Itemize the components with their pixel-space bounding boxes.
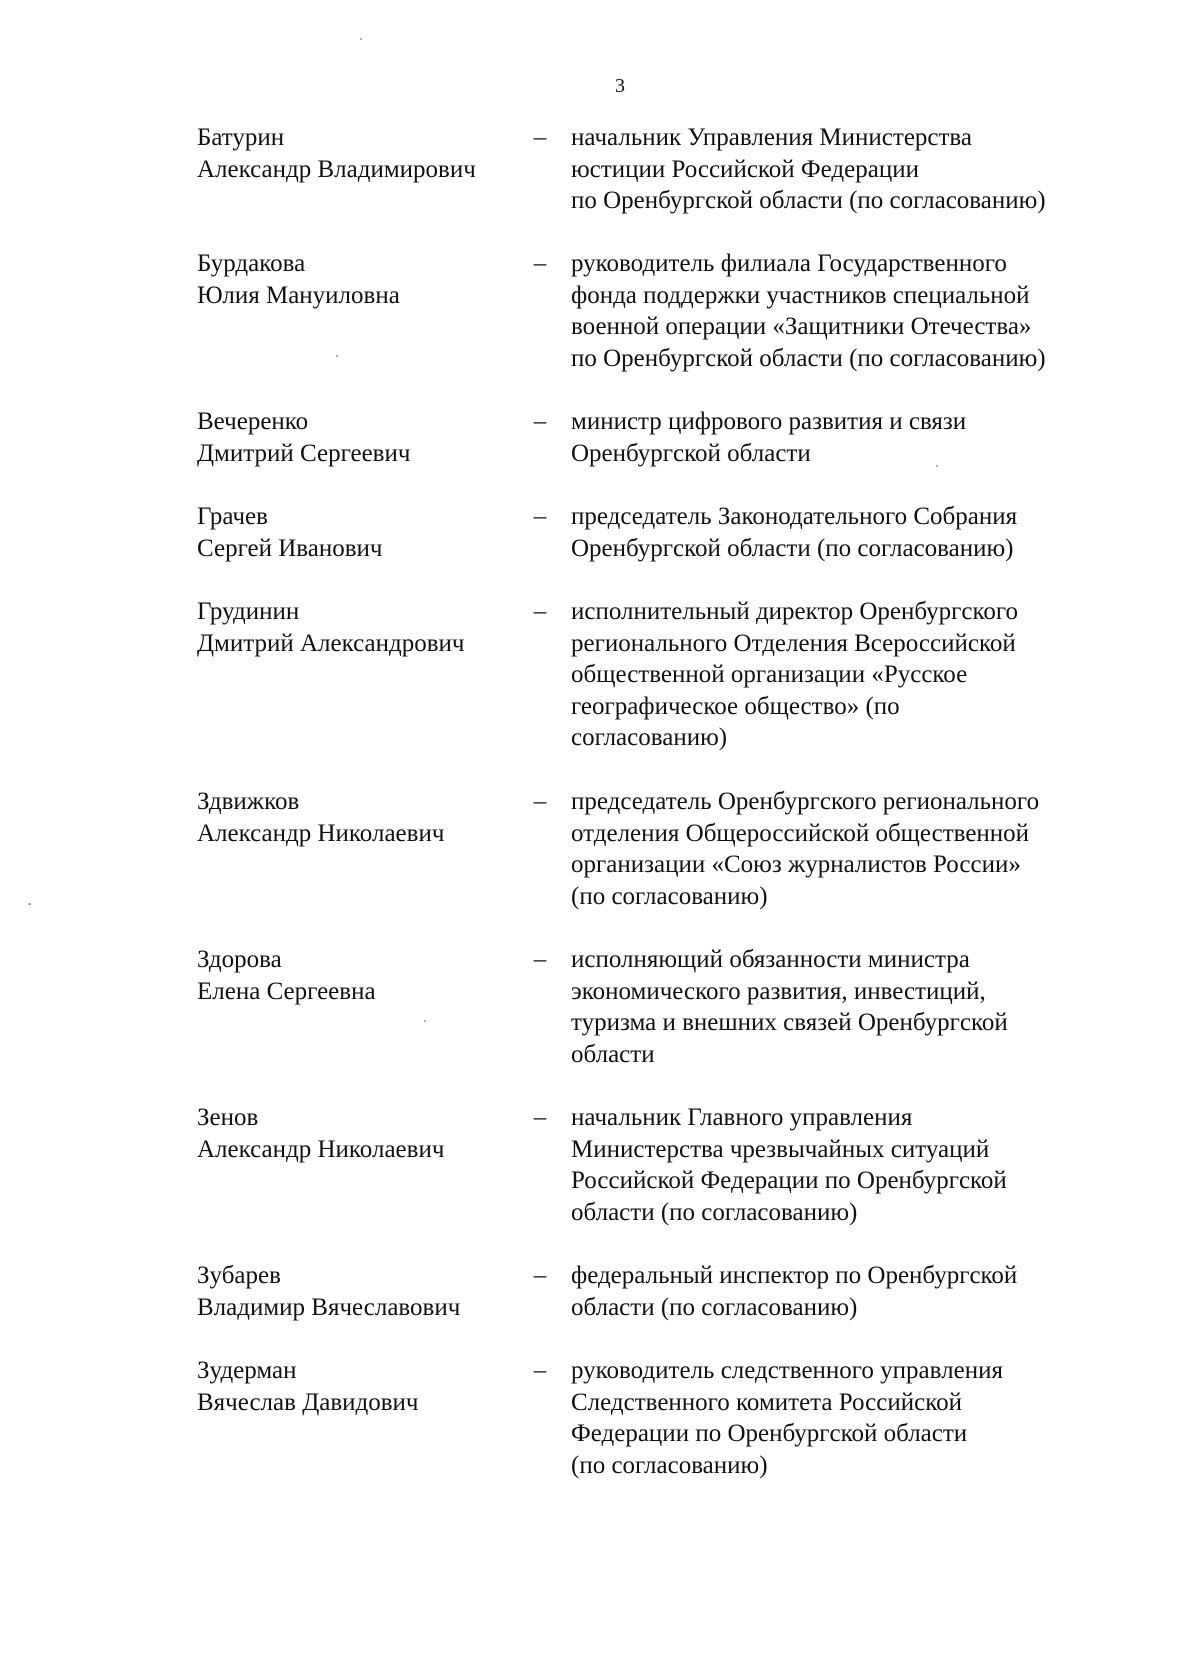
member-name: [197, 1260, 527, 1323]
position-line: Федерации по Оренбургской области: [571, 1420, 968, 1447]
member-name: [197, 122, 527, 185]
member-name: [197, 1102, 527, 1165]
position-line: согласованию): [571, 724, 728, 751]
position-line: руководитель филиала Государственного: [571, 250, 1007, 277]
position-line: юстиции Российской Федерации: [571, 155, 919, 183]
member-given-names: Дмитрий Сергеевич: [197, 439, 411, 467]
position-line: военной операции «Защитники Отечества»: [571, 313, 1032, 340]
position-line: организации «Союз журналистов России»: [571, 851, 1021, 878]
member-surname: Грудинин: [197, 598, 300, 625]
member-position: [571, 944, 1131, 1070]
member-name: [197, 944, 527, 1007]
member-given-names: Дмитрий Александрович: [197, 629, 465, 657]
position-line: исполняющий обязанности министра: [571, 946, 970, 973]
position-line: начальник Управления Министерства: [571, 124, 973, 151]
position-line: министр цифрового развития и связи: [571, 408, 967, 435]
position-line: области (по согласованию): [571, 1198, 858, 1226]
member-given-names: Сергей Иванович: [197, 534, 383, 562]
position-line: (по согласованию): [571, 1451, 768, 1479]
position-line: Министерства чрезвычайных ситуаций: [571, 1135, 990, 1163]
position-line: географическое общество» (по: [571, 692, 900, 720]
member-given-names: Владимир Вячеславович: [197, 1293, 461, 1321]
position-line: Оренбургской области: [571, 439, 811, 467]
position-line: по Оренбургской области (по согласованию): [571, 344, 1046, 372]
scan-speck: [336, 355, 338, 357]
member-surname: Батурин: [197, 124, 285, 151]
dash-separator: –: [533, 1357, 547, 1384]
member-surname: Вечеренко: [197, 408, 309, 435]
member-surname: Здвижков: [197, 788, 300, 815]
dash-separator: –: [533, 598, 547, 625]
scan-speck: [424, 1020, 426, 1022]
member-given-names: Вячеслав Давидович: [197, 1388, 419, 1416]
member-surname: Бурдакова: [197, 250, 306, 277]
position-line: фонда поддержки участников специальной: [571, 281, 1030, 309]
member-name: [197, 786, 527, 849]
dash-separator: –: [533, 408, 547, 435]
position-line: отделения Общероссийской общественной: [571, 819, 1030, 847]
member-position: [571, 1260, 1131, 1323]
member-position: [571, 1102, 1131, 1228]
position-line: начальник Главного управления: [571, 1104, 913, 1131]
member-position: [571, 786, 1131, 912]
position-line: Оренбургской области (по согласованию): [571, 534, 1014, 562]
member-surname: Зудерман: [197, 1357, 297, 1384]
member-position: [571, 501, 1131, 564]
member-surname: Зенов: [197, 1104, 259, 1131]
member-name: [197, 1355, 527, 1418]
position-line: руководитель следственного управления: [571, 1357, 1003, 1384]
member-position: [571, 248, 1131, 374]
member-name: [197, 596, 527, 659]
position-line: исполнительный директор Оренбургского: [571, 598, 1018, 625]
position-line: регионального Отделения Всероссийской: [571, 629, 1016, 657]
page-number: 3: [615, 75, 625, 97]
member-position: [571, 1355, 1131, 1481]
member-given-names: Александр Николаевич: [197, 1135, 445, 1163]
member-name: [197, 501, 527, 564]
member-position: [571, 406, 1131, 469]
position-line: Российской Федерации по Оренбургской: [571, 1167, 1007, 1194]
member-surname: Здорова: [197, 946, 282, 973]
position-line: по Оренбургской области (по согласованию): [571, 187, 1046, 214]
position-line: председатель Оренбургского регионального: [571, 788, 1040, 815]
member-given-names: Юлия Мануиловна: [197, 281, 400, 309]
member-surname: Зубарев: [197, 1262, 281, 1289]
scan-speck: [360, 38, 362, 40]
member-given-names: Елена Сергеевна: [197, 977, 376, 1005]
dash-separator: –: [533, 1104, 547, 1131]
position-line: (по согласованию): [571, 882, 768, 910]
position-line: председатель Законодательного Собрания: [571, 503, 1018, 530]
dash-separator: –: [533, 1262, 547, 1289]
dash-separator: –: [533, 946, 547, 973]
position-line: экономического развития, инвестиций,: [571, 977, 986, 1005]
member-position: [571, 596, 1131, 754]
position-line: области: [571, 1040, 655, 1068]
dash-separator: –: [533, 788, 547, 815]
position-line: Следственного комитета Российской: [571, 1388, 962, 1416]
scan-speck: [28, 903, 31, 905]
position-line: общественной организации «Русское: [571, 661, 968, 688]
position-line: федеральный инспектор по Оренбургской: [571, 1262, 1018, 1289]
dash-separator: –: [533, 250, 547, 277]
position-line: туризма и внешних связей Оренбургской: [571, 1009, 1008, 1036]
member-surname: Грачев: [197, 503, 268, 530]
member-position: [571, 122, 1131, 217]
dash-separator: –: [533, 124, 547, 151]
position-line: области (по согласованию): [571, 1293, 858, 1321]
member-given-names: Александр Николаевич: [197, 819, 445, 847]
member-name: [197, 406, 527, 469]
dash-separator: –: [533, 503, 547, 530]
member-name: [197, 248, 527, 311]
member-given-names: Александр Владимирович: [197, 155, 476, 183]
